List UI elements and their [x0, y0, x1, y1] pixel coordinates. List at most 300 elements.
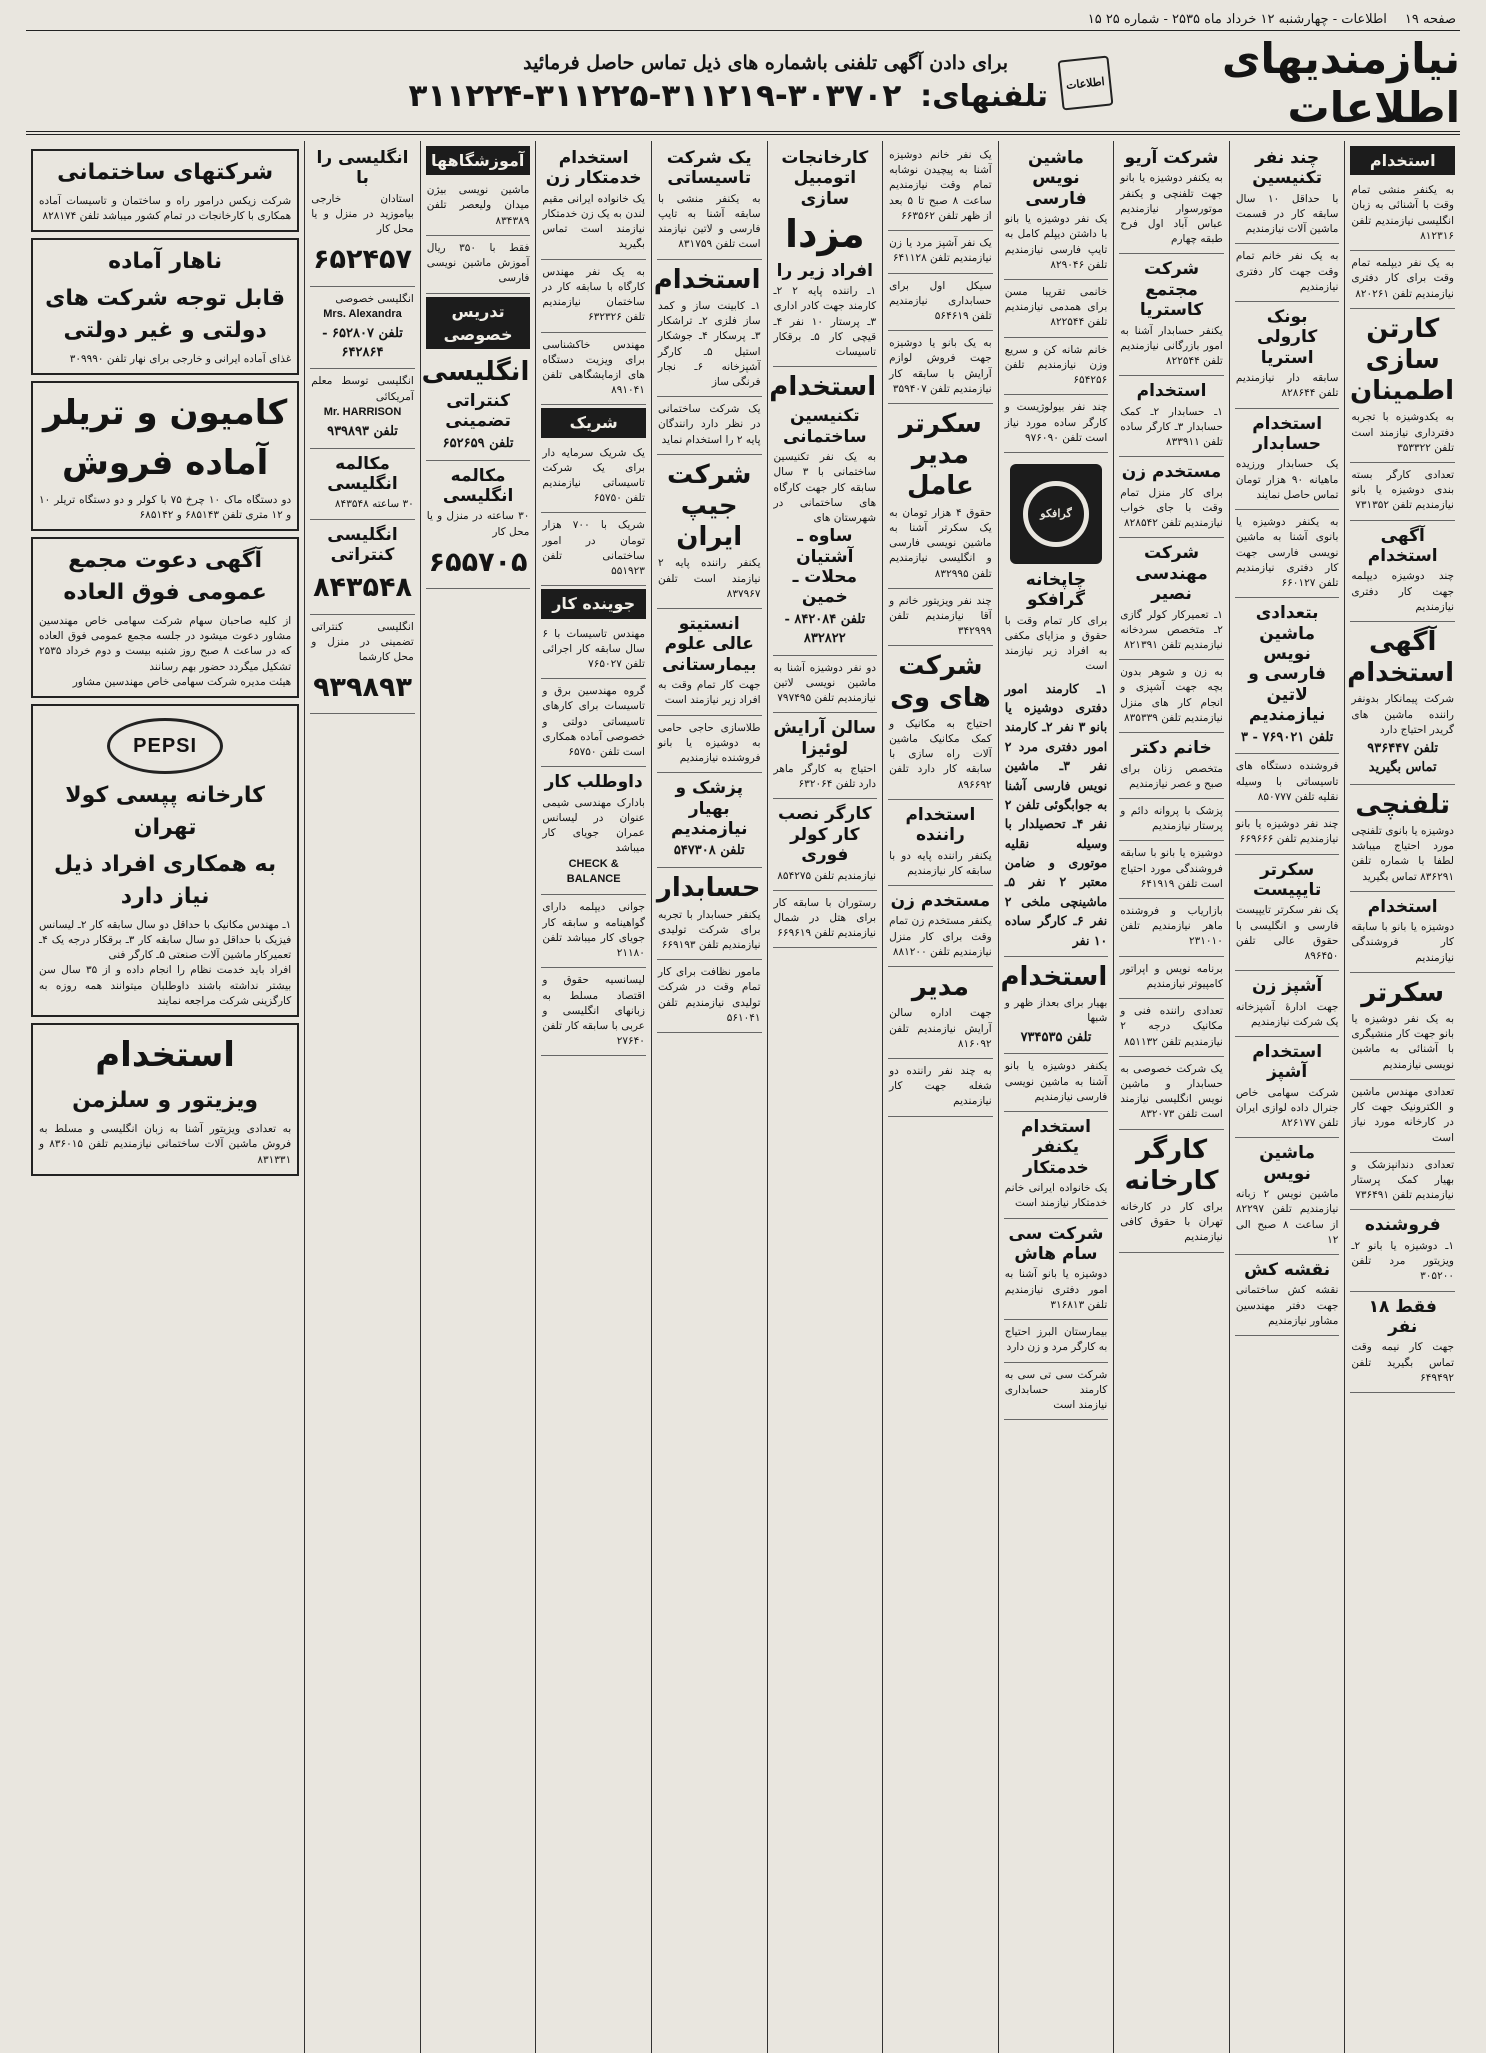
- ad-title: نقشه کش: [1244, 1260, 1331, 1281]
- classified-ad: [1235, 1138, 1340, 1255]
- ad-text: حقوق ۴ هزار تومان به یک سکرتر آشنا به ماشین نویسی فارسی و انگلیسی نیازمندیم تلفن ۸۳۲۹۹۵: [889, 506, 992, 580]
- ad-text: متخصص زنان برای صبح و عصر نیازمندیم: [1120, 762, 1223, 790]
- classified-ad: [541, 143, 646, 260]
- ad-text: جهت کار تمام وقت به افراد زیر نیازمند است: [657, 679, 761, 707]
- ad-text: تعدادی مهندس ماشین و الکترونیک جهت کار در کارخانه مورد نیاز است: [1351, 1085, 1454, 1144]
- issue-line: اطلاعات - چهارشنبه ۱۲ خرداد ماه ۲۵۳۵ - شماره ۲۵ ۱۵: [1087, 11, 1387, 27]
- classified-ad: [541, 679, 646, 767]
- ad-text: یکنفر حسابدار با تجربه برای شرکت تولیدی نیازمندیم تلفن ۶۶۹۱۹۳: [657, 908, 761, 951]
- display-ad: [31, 149, 299, 232]
- classified-ad: [426, 236, 531, 294]
- ad-title: بتعدادی ماشین نویس فارسی و لاتین نیازمندیم: [1248, 603, 1326, 726]
- ad-text: یکنفر دوشیزه یا بانو آشنا به ماشین نویسی فارسی نیازمندیم: [1004, 1060, 1108, 1103]
- ad-text: برای کار تمام وقت با حقوق و مزایای مکفی به افراد زیر نیازمند است: [1004, 614, 1108, 673]
- section-banner: استخدام: [1350, 146, 1455, 175]
- classified-ad: [888, 646, 993, 799]
- classified-ad: [310, 449, 415, 520]
- ad-title: شرکت آریو: [1124, 148, 1219, 168]
- classified-ad: [1004, 143, 1109, 280]
- ad-title: استخدام راننده: [905, 804, 976, 846]
- classified-ad: [426, 178, 531, 236]
- grafco-logo-icon: [1010, 464, 1102, 564]
- ad-text: به یک نفر خانم تمام وقت جهت کار دفتری نیازمندیم: [1235, 250, 1339, 293]
- classified-ad: [1119, 733, 1224, 799]
- ad-text: به تعدادی ویزیتور آشنا به زبان انگلیسی و مسلط به فروش ماشین آلات ساختمانی نیازمندیم تلفن ۸۳۶۰۱۵ و ۸۳۱۳۳۱: [39, 1123, 292, 1166]
- classified-ad: [1004, 1219, 1109, 1320]
- ad-title: مستخدم زن: [1121, 462, 1222, 483]
- classified-ad: [1350, 1292, 1455, 1393]
- ad-title: کارخانجات اتومبیل سازی: [781, 148, 869, 209]
- ad-text: سیکل اول برای حسابداری نیازمندیم تلفن ۵۶۴۶۱۹: [889, 279, 992, 322]
- ad-text: دوشیزه یا بانو با سابقه کار فروشندگی نیازمندیم: [1351, 921, 1454, 964]
- classified-ad: [1004, 395, 1109, 453]
- ad-title: مدیر: [911, 972, 969, 1003]
- classified-ad: [1235, 754, 1340, 812]
- page-number: صفحه ۱۹: [1404, 11, 1456, 27]
- ad-text: خانم شانه کن و سریع وزن نیازمندیم تلفن ۶۵۴۲۵۶: [1004, 343, 1108, 387]
- ad-title: کارگر نصب کار کولر فوری: [778, 804, 872, 866]
- ad-title: فقط ۱۸ نفر: [1368, 1296, 1437, 1337]
- ad-title: آگهی استخدام: [1367, 525, 1438, 566]
- classified-ad: [1004, 453, 1109, 957]
- masthead: [26, 35, 1460, 135]
- ad-title: استخدام: [1000, 961, 1108, 992]
- classified-ad: [657, 960, 762, 1033]
- ad-text: دو دستگاه ماک ۱۰ چرخ ۷۵ با کولر و دو دستگاه تریلر ۱۰ و ۱۲ متری تلفن ۶۸۵۱۴۳ و ۶۸۵۱۴۲: [39, 493, 292, 522]
- contact-lead: برای دادن آگهی تلفنی باشماره های ذیل تماس حاصل فرمائید: [523, 52, 1008, 74]
- classified-ad: [1235, 1255, 1340, 1336]
- classified-ad: [773, 713, 878, 799]
- section-banner: شریک: [541, 408, 646, 437]
- ad-text: تعدادی راننده فنی و مکانیک درجه ۲ نیازمندیم تلفن ۸۵۱۱۳۲: [1120, 1005, 1223, 1048]
- classified-ad: [1350, 892, 1455, 973]
- ad-text: چند نفر بیولوژیست و کارگر ساده مورد نیاز است تلفن ۹۷۶۰۹۰: [1004, 401, 1108, 444]
- classified-ad: [773, 799, 878, 890]
- ad-text: جهت کار نیمه وقت تماس بگیرید تلفن ۶۴۹۴۹۲: [1351, 1341, 1454, 1384]
- ad-text: به یک نفر مهندس کارگاه با سابقه کار در ساختمان نیازمندیم تلفن ۶۳۲۳۲۶: [542, 265, 645, 324]
- ad-text: مامور نظافت برای کار تمام وقت در شرکت تولیدی نیازمندیم تلفن ۵۶۱۰۴۱: [657, 966, 761, 1024]
- classified-ad: [421, 352, 531, 461]
- display-ad: [31, 238, 299, 375]
- ad-title: کارتن سازی اطمینان: [1349, 313, 1454, 407]
- classified-ad: [888, 231, 993, 273]
- ad-title: کارگر کارخانه: [1124, 1134, 1219, 1196]
- classified-ad: [310, 615, 415, 715]
- ad-title: استخدام حسابدار: [1252, 413, 1323, 455]
- classified-ad: [657, 455, 762, 609]
- ad-text: دوشیزه یا بانو با سابقه فروشندگی مورد احتیاج است تلفن ۶۴۱۹۱۹: [1120, 847, 1223, 890]
- classified-ad: [657, 868, 762, 960]
- ad-text: جوانی دیپلمه دارای گواهینامه و سابقه کار جویای کار میباشد تلفن ۲۱۱۸۰: [542, 901, 645, 960]
- ad-title: سکرتر: [1361, 977, 1445, 1008]
- ad-title: سالن آرایش لوئیزا: [773, 718, 877, 759]
- ad-text: یک نفر آشپز مرد یا زن نیازمندیم تلفن ۶۴۱۱۲۸: [889, 237, 992, 265]
- running-header: [26, 8, 1460, 31]
- column-1: [1344, 141, 1460, 2053]
- classified-ad: [1350, 309, 1455, 463]
- classified-ad: [1350, 463, 1455, 521]
- ad-text: یکنفر مستخدم زن تمام وقت برای کار منزل نیازمندیم تلفن ۸۸۱۲۰۰: [889, 915, 992, 958]
- ad-title: انگلیسی را با: [316, 148, 409, 189]
- grafco-logo-text: گرافکو: [1023, 481, 1089, 547]
- ad-list: ۱ـ مهندس مکانیک با حداقل دو سال سابقه کار ۲ـ لیسانس فیزیک با حداقل دو سال سابقه کار ۳ـ برقکار درجه یک ۴ـ تعمیرکار ماشین آلات صنعتی ۵ـ کارگر فنی: [39, 918, 292, 962]
- ad-text: پزشک با پروانه دائم و پرستار نیازمندیم: [1120, 804, 1223, 833]
- column-10: [304, 141, 420, 2053]
- classified-ad: [1350, 1153, 1455, 1211]
- classified-ad: [426, 461, 531, 589]
- ad-text: بادارک مهندسی شیمی عنوان در لیسانس عمران جویای کار میباشد: [542, 796, 645, 855]
- ad-title: مکالمه انگلیسی: [327, 453, 398, 495]
- ad-signature: هیئت مدیره شرکت سهامی خاص مهندسین مشاور: [72, 675, 292, 688]
- classified-ad: [1004, 1363, 1109, 1421]
- classified-ad: [541, 622, 646, 680]
- column-6: [767, 141, 883, 2053]
- ad-title: آگهی دعوت مجمع عمومی فوق العاده: [63, 548, 267, 606]
- ad-text: ۱ـ حسابدار ۲ـ کمک حسابدار ۳ـ کارگر ساده تلفن ۸۳۳۹۱۱: [1120, 405, 1223, 449]
- classified-ad: [657, 609, 762, 716]
- ad-text: به یکنفر منشی با سابقه آشنا به تایپ فارسی و لاتین نیازمند است تلفن ۸۳۱۷۵۹: [657, 192, 761, 251]
- ad-text: برنامه نویس و اپراتور کامپیوتر نیازمندیم: [1120, 962, 1223, 990]
- classified-ad: [1235, 598, 1340, 754]
- ad-places: ساوه ـ آشتیان محلات ـ خمین: [792, 526, 858, 608]
- ad-text: دوشیزه یا بانوی تلفنچی مورد احتیاج میباشد لطفا با شماره تلفن ۸۳۶۲۹۱ تماس بگیرید: [1351, 824, 1454, 883]
- ad-title: استخدام: [95, 1035, 235, 1075]
- ad-text: یک خانواده ایرانی خانم خدمتکار نیازمند است: [1004, 1182, 1108, 1210]
- classified-ad: [1350, 521, 1455, 622]
- ad-list: ۱ـ کابینت ساز و کمد ساز فلزی ۲ـ تراشکار ۳ـ پرسکار ۴ـ جوشکار استیل ۵ـ کارگر آشپزخانه ۶ـ نجار فرنگی ساز: [657, 299, 761, 388]
- classified-ad: [541, 895, 646, 968]
- ad-title: پزشک و بهیار نیازمندیم: [670, 778, 748, 840]
- classified-ad: [1350, 1080, 1455, 1153]
- ad-text: دو نفر دوشیزه آشنا به ماشین نویسی لاتین نیازمندیم تلفن ۷۹۷۴۹۵: [773, 661, 877, 704]
- classified-ad: [541, 333, 646, 406]
- classified-ad: [888, 589, 993, 647]
- phones-numbers: ۳۰۳۷۰۲-۳۱۱۲۱۹-۳۱۱۲۲۵-۳۱۱۲۲۴: [408, 78, 902, 114]
- column-7: [651, 141, 767, 2053]
- ad-text: دوشیزه یا بانو آشنا به امور دفتری نیازمندیم تلفن ۳۱۶۸۱۳: [1004, 1268, 1108, 1311]
- ad-title: سکرتر مدیر عامل: [898, 409, 982, 502]
- display-ad: [31, 381, 299, 531]
- classified-ad: [657, 716, 762, 774]
- ad-text: جهت ادارهٔ آشپزخانه یک شرکت نیازمندیم: [1235, 1000, 1339, 1028]
- column-2: [1229, 141, 1345, 2053]
- ad-text: مهندس تاسیسات با ۶ سال سابقه کار اجرائی تلفن ۷۶۵۰۲۷: [542, 627, 645, 670]
- classified-ad: [888, 143, 993, 231]
- ad-text: فروشنده دستگاه های تاسیساتی با وسیله نقلیه تلفن ۸۵۰۷۷۷: [1235, 760, 1339, 803]
- classified-ad: [1004, 338, 1109, 396]
- ad-title: شرکت جیپ ایران: [667, 459, 752, 553]
- ad-text: شرکت سهامی خاص جنرال داده لوازی ایران تلفن ۸۲۶۱۷۷: [1235, 1086, 1339, 1130]
- ad-text: چند دوشیزه دیپلمه جهت کار دفتری نیازمندیم: [1351, 570, 1454, 613]
- ad-text: یکنفر راننده پایه دو با سابقه کار نیازمندیم: [889, 849, 992, 877]
- ad-text: نیازمندیم تلفن ۸۵۴۲۷۵: [777, 869, 877, 882]
- ad-text: بهیار برای بعداز ظهر و شبها: [1004, 997, 1108, 1025]
- ad-text: مهندس خاکشناسی برای ویزیت دستگاه های ازمایشگاهی تلفن ۸۹۱۰۴۱: [542, 338, 645, 397]
- ad-text: احتیاج به کارگر ماهر دارد تلفن ۶۳۲۰۶۴: [773, 763, 877, 791]
- classified-ad: [310, 143, 415, 287]
- contact-block: [26, 35, 1060, 131]
- classified-ad: [1350, 973, 1455, 1080]
- display-ad: [31, 537, 299, 698]
- ad-text: یک شرکت ساختمانی در نظر دارد رانندگان پایه ۲ را استخدام نماید: [657, 403, 761, 446]
- ad-text: تعدادی کارگر بسته بندی دوشیزه یا بانو نیازمندیم تلفن ۷۳۱۳۵۲: [1351, 468, 1454, 512]
- column-9: [420, 141, 536, 2053]
- classified-ad: [1235, 1037, 1340, 1138]
- ad-title: خانم دکتر: [1131, 738, 1212, 759]
- ad-title: یک شرکت تاسیساتی: [666, 148, 752, 189]
- ad-title: استخدام آشپز: [1252, 1042, 1323, 1083]
- classified-ad: [1119, 457, 1224, 538]
- section-banner: آموزشگاهها: [426, 146, 531, 175]
- brand-title: نیازمندیهای اطلاعات: [1221, 34, 1460, 132]
- ad-title: ماشین نویس: [1259, 1143, 1316, 1184]
- ad-text: یک نفر دوشیزه یا بانو با داشتن دیپلم کامل به تایپ فارسی نیازمندیم تلفن ۸۲۹۰۴۶: [1004, 213, 1108, 271]
- display-ad: [31, 1023, 299, 1176]
- ad-title: کارخانه پپسی کولا تهران: [65, 783, 265, 841]
- ad-title: مستخدم زن: [890, 891, 991, 912]
- classified-ad: [541, 968, 646, 1056]
- ad-text: یک خانواده ایرانی مقیم لندن به یک زن خدمتکار نیازمند است تماس بگیرید: [542, 192, 645, 251]
- ad-title: بونک کارولی استریا: [1257, 307, 1318, 368]
- ad-text: شریک با ۷۰۰ هزار تومان در امور ساختمانی تلفن ۵۵۱۹۲۳: [542, 519, 645, 578]
- ad-text: ماشین نویس ۲ زبانه نیازمندیم تلفن ۸۲۲۹۷ از ساعت ۸ صبح الی ۱۲: [1235, 1188, 1339, 1246]
- ad-title: شرکت مهندسی نصیر: [1135, 543, 1208, 605]
- ad-text: یکنفر راننده پایه ۲ نیازمند است تلفن ۸۳۷۹۶۷: [657, 557, 761, 600]
- pepsi-logo-icon: PEPSI: [107, 718, 223, 774]
- classified-ad: [1235, 143, 1340, 244]
- ad-title: ناهار آماده: [108, 249, 223, 275]
- ad-text: شرکت پیمانکار بدونفر راننده ماشین های گریدر احتیاج دارد: [1351, 693, 1454, 736]
- ad-phone: تلفن ۹۳۶۴۴۷ تماس بگیرید: [1367, 741, 1439, 775]
- ad-text: بیمارستان البرز احتیاج به کارگر مرد و زن دارد: [1004, 1326, 1108, 1354]
- ad-text: انگلیسی کنتراتی تضمینی در منزل و محل کارشما: [311, 620, 414, 663]
- classified-ad: [657, 397, 762, 455]
- column-wide: [26, 141, 304, 2053]
- section-banner: جوینده کار: [541, 589, 646, 618]
- ad-text: احتیاج به مکانیک و کمک مکانیک ماشین آلات راه سازی با سابقه کار دارد تلفن ۸۹۶۶۹۲: [889, 717, 992, 791]
- ad-text: جهت اداره سالن آرایش نیازمندیم تلفن ۸۱۶۰۹۲: [889, 1007, 992, 1050]
- ad-title: انگلیسی: [421, 356, 530, 387]
- ad-text: به یکدوشیزه با تجربه دفترداری نیازمند است تلفن ۳۵۳۳۲۲: [1351, 411, 1454, 454]
- ad-text: بازاریاب و فروشنده ماهر نیازمندیم تلفن ۲۳۱۰۱۰: [1120, 905, 1223, 948]
- ad-text: انگلیسی خصوصی: [335, 292, 414, 305]
- brand: [1060, 35, 1460, 131]
- ad-list: ۱ـ کارمند امور دفتری دوشیزه یا بانو ۳ نفر ۲ـ کارمند امور دفتری مرد ۲ نفر ۳ـ ماشین نویس فارسی آشنا به جوابگوئی تلفن ۲ نفر ۴ـ تحصیلدار با وسیله نقلیه موتوری و ضامن معتبر ۲ نفر ۵ـ ماشینچی ملخی ۲ نفر ۶ـ کارگر ساده ۱۰ نفر: [1004, 680, 1108, 948]
- ad-text: برای کار منزل تمام وقت با جای خواب نیازمندیم تلفن ۸۲۸۵۴۲: [1120, 486, 1223, 530]
- contact-phones: [38, 78, 1048, 114]
- classified-ad: [1004, 280, 1109, 338]
- classified-ad: [1119, 254, 1224, 376]
- ad-phone: تلفن ۵۴۷۳۰۸: [673, 843, 745, 859]
- ad-text: به زن و شوهر بدون بچه جهت آشپزی و انجام کار های منزل نیازمندیم تلفن ۸۳۵۳۳۹: [1120, 666, 1223, 724]
- brand-emblem: اطلاعات: [1058, 55, 1114, 110]
- ad-text: چند نفر ویزیتور خانم و آقا نیازمندیم تلفن ۳۴۲۹۹۹: [889, 594, 992, 638]
- ad-text: سابقه دار نیازمندیم تلفن ۸۲۸۶۴۴: [1235, 372, 1339, 400]
- ad-columns: [26, 141, 1460, 2053]
- ad-title: حسابدار: [656, 873, 761, 904]
- section-banner: تدریس خصوصی: [426, 297, 531, 349]
- ad-text: یک نفر خانم دوشیزه آشنا به پیچیدن نوشابه تمام وقت نیازمندیم ساعت ۸ صبح تا ۵ بعد از ظهر تلفن ۶۶۳۵۶۲: [889, 149, 992, 222]
- ad-brand: مزدا: [784, 212, 865, 257]
- ad-title: شرکت سی سام هاش: [1008, 1223, 1104, 1265]
- ad-subtitle: به همکاری افراد ذیل نیاز دارد: [54, 851, 277, 909]
- classified-ad: [1119, 660, 1224, 733]
- ad-title: استخدام: [653, 264, 761, 295]
- ad-text: خانمی تقریبا مسن برای همدمی نیازمندیم تلفن ۸۲۲۵۴۴: [1004, 286, 1108, 329]
- ad-title: شرکتهای ساختمانی: [57, 160, 274, 185]
- ad-title: استخدام یکنفر خدمتکار: [1021, 1117, 1091, 1178]
- ad-text: افراد باید خدمت نظام را انجام داده و از ۳۵ سال سن بیشتر نداشته باشند داوطلبان میتوانند همه روزه به کارگزینی شرکت مراجعه نمایند: [39, 964, 292, 1007]
- ad-text: گروه مهندسین برق و تاسیسات برای کارهای تاسیساتی دولتی و خصوصی آماده همکاری است تلفن ۶۵۷۵۰: [542, 685, 645, 759]
- classified-ad: [773, 143, 878, 367]
- ad-title: سکرتر تایپیست: [1252, 859, 1322, 900]
- classified-ad: [888, 404, 993, 589]
- classified-ad: [888, 274, 993, 332]
- ad-text: استادان خارجی بیاموزید در منزل و یا محل کار: [311, 192, 414, 236]
- ad-phone: تلفن ۸۴۲۰۸۴ - ۸۳۲۸۲۲: [784, 611, 866, 646]
- classified-ad: [1235, 812, 1340, 854]
- ad-text: با حداقل ۱۰ سال سابقه کار در قسمت ماشین آلات نیازمندیم: [1235, 192, 1339, 236]
- ad-phone: تلفن ۶۵۲۸۰۷ - ۶۴۲۸۶۴: [322, 325, 403, 360]
- classified-ad: [888, 886, 993, 967]
- classified-ad: [1119, 799, 1224, 841]
- ad-title: آگهی استخدام: [1347, 627, 1454, 689]
- ad-text: غذای آماده ایرانی و خارجی برای نهار تلفن ۳۰۹۹۹۰: [69, 353, 292, 365]
- classified-ad: [541, 513, 646, 586]
- ad-title: چاپخانه گرافکو: [1025, 570, 1087, 611]
- ad-text: ۳۰ ساعته ۸۴۳۵۴۸: [334, 498, 414, 511]
- ad-english: Mr. HARRISON: [323, 405, 402, 418]
- ad-text: به یک نفر دیپلمه تمام وقت برای کار دفتری نیازمندیم تلفن ۸۲۰۲۶۱: [1351, 257, 1454, 300]
- classified-ad: [541, 767, 646, 895]
- classified-ad: [310, 369, 415, 448]
- classified-ad: [310, 520, 415, 615]
- ad-title: استخدام: [1367, 896, 1438, 917]
- classified-ad: [1347, 622, 1455, 785]
- ad-text: انگلیسی توسط معلم آمریکائی: [311, 375, 414, 403]
- ad-title: مکالمه انگلیسی: [442, 465, 514, 507]
- ad-phone: تلفن ۹۳۹۸۹۳: [327, 423, 398, 439]
- classified-ad: [1119, 538, 1224, 660]
- classified-ad: [1235, 855, 1340, 972]
- ad-text: به یکنفر دوشیزه یا بانو جهت تلفنچی و یکنفر موتورسوار نیازمندیم عباس آباد اول فرح طبقه چهارم: [1120, 172, 1223, 246]
- ad-text: تعدادی دندانپزشک و بهیار کمک پرستار نیازمندیم تلفن ۷۳۶۴۹۱: [1351, 1158, 1454, 1202]
- ad-subtitle: کنتراتی تضمینی: [445, 391, 511, 432]
- ad-phone: ۶۵۲۴۵۷: [313, 244, 412, 276]
- ad-title: شرکت مجتمع کاستریا: [1139, 259, 1204, 321]
- ad-phone: ۸۴۳۵۴۸: [313, 572, 412, 604]
- classified-ad: [1119, 1130, 1224, 1253]
- classified-ad: [1350, 785, 1455, 892]
- classified-ad: [773, 656, 878, 714]
- classified-ad: [1350, 178, 1455, 251]
- ad-english: Mrs. Alexandra: [323, 307, 402, 320]
- ad-list: ۱ـ راننده پایه ۲ ۲ـ کارمند جهت کادر اداری ۳ـ پرستار ۱۰ نفر ۴ـ قیچی کار ۵ـ برقکار تاسیسات: [773, 285, 877, 359]
- ad-phone: تلفن ۶۵۲۶۵۹: [442, 435, 514, 451]
- ad-text: برای کار در کارخانه تهران با حقوق کافی نیازمندیم: [1120, 1201, 1223, 1244]
- classified-ad: [1000, 957, 1109, 1054]
- classified-ad: [1235, 302, 1340, 409]
- classified-ad: [1004, 1112, 1109, 1219]
- ad-text: به یک نفر دوشیزه یا بانو جهت کار منشیگری با آشنائی به ماشین نویسی نیازمندیم: [1351, 1013, 1454, 1071]
- ad-title: استخدام خدمتکار زن: [545, 148, 642, 189]
- classified-ad: [1119, 999, 1224, 1057]
- column-8: [535, 141, 651, 2053]
- classified-ad: [1350, 251, 1455, 309]
- ad-text: به یکنفر دوشیزه یا بانوی آشنا به ماشین نویسی فارسی جهت کار دفتری نیازمندیم تلفن ۶۶۰۱۲۷: [1235, 516, 1339, 590]
- ad-text: شرکت زیکس درامور راه و ساختمان و تاسیسات آماده همکاری با کارخانجات در تمام کشور میباشد تلفن ۸۲۸۱۷۴: [39, 194, 292, 223]
- ad-text: به چند نفر راننده دو شغله جهت کار نیازمندیم: [889, 1064, 992, 1108]
- column-5: [882, 141, 998, 2053]
- classified-ad: [657, 143, 762, 260]
- ad-phone: تلفن ۷۳۴۵۳۵: [1020, 1029, 1092, 1045]
- classified-ad: [888, 1059, 993, 1117]
- column-4: [998, 141, 1114, 2053]
- phones-label: تلفنهای:: [920, 79, 1048, 114]
- ad-text: ۳۰ ساعته در منزل و یا محل کار: [426, 510, 530, 538]
- ad-title: فروشنده: [1364, 1215, 1441, 1236]
- ad-phone: ۹۳۹۸۹۳: [313, 672, 412, 704]
- ad-text: فقط با ۳۵۰ ریال آموزش ماشین نویسی فارسی: [426, 241, 530, 285]
- display-ad: [31, 704, 299, 1017]
- classified-ad: [1235, 510, 1340, 598]
- ad-title: تلفنچی: [1355, 789, 1451, 820]
- classified-ad: [773, 891, 878, 949]
- ad-text: یک شریک سرمایه دار برای یک شرکت تاسیساتی نیازمندیم تلفن ۶۵۷۵۰: [542, 446, 645, 505]
- ad-english: CHECK & BALANCE: [566, 857, 621, 886]
- ad-title: انستیتو عالی علوم بیمارستانی: [661, 614, 757, 675]
- ad-subtitle: افراد زیر را: [776, 260, 873, 281]
- classified-ad: [1235, 244, 1340, 302]
- classified-ad: [1119, 957, 1224, 999]
- ad-title: انگلیسی کنتراتی: [327, 524, 398, 566]
- classified-ad: [1235, 971, 1340, 1037]
- classified-ad: [1235, 409, 1340, 510]
- classified-ad: [769, 367, 878, 655]
- ad-title: آشپز زن: [1251, 976, 1323, 997]
- ad-subtitle: تکنیسین ساختمانی: [782, 406, 867, 447]
- classified-ad: [1004, 1320, 1109, 1362]
- classified-ad: [888, 800, 993, 886]
- classified-ad: [310, 287, 415, 370]
- ad-text: به یک بانو یا دوشیزه جهت فروش لوازم آرایش با سابقه کار نیازمندیم تلفن ۳۵۹۴۰۷: [889, 337, 992, 395]
- classified-ad: [657, 773, 762, 868]
- classified-ad: [1119, 899, 1224, 957]
- ad-text: لیسانسیه حقوق و اقتصاد مسلط به زبانهای انگلیسی و عربی با سابقه کار تلفن ۲۷۶۴۰: [542, 974, 645, 1048]
- ad-phone: ۶۵۵۷۰۵: [428, 546, 528, 578]
- ad-title: استخدام: [1136, 381, 1207, 402]
- ad-text: طلاسازی حاجی حامی به دوشیزه یا بانو فروشنده نیازمندیم: [657, 721, 761, 765]
- classified-ad: [888, 331, 993, 404]
- ad-phone: تلفن ۷۶۹۰۲۱ - ۳: [1241, 729, 1334, 745]
- ad-text: رستوران با سابقه کار برای هتل در شمال نیازمندیم تلفن ۶۶۹۶۱۹: [773, 896, 877, 940]
- ad-text: یک شرکت خصوصی به حسابدار و ماشین نویس انگلیسی نیازمند است تلفن ۸۳۲۰۷۳: [1120, 1062, 1223, 1121]
- ad-text: یک حسابدار ورزیده ماهیانه ۹۰ هزار تومان تماس حاصل نمایند: [1235, 458, 1339, 501]
- ad-text: یکنفر حسابدار آشنا به امور بازرگانی نیازمندیم تلفن ۸۲۲۵۴۴: [1120, 324, 1223, 368]
- ad-text: ۱ـ دوشیزه یا بانو ۲ـ ویزیتور مرد تلفن ۳۰۵۲۰۰: [1351, 1239, 1454, 1283]
- classified-ad: [1004, 1054, 1109, 1112]
- ad-text: یک نفر سکرتر تایپیست فارسی و انگلیسی با حقوق عالی تلفن ۸۹۶۴۵۰: [1235, 904, 1339, 962]
- ad-text: به یک نفر تکنیسین ساختمانی با ۳ سال سابقه کار جهت کارگاه های ساختمانی در شهرستان های: [773, 451, 877, 525]
- ad-title: شرکت های وی: [890, 651, 991, 713]
- ad-title: استخدام: [769, 372, 877, 403]
- ad-text: ۱ـ تعمیرکار کولر گازی ۲ـ متخصص سردخانه نیازمندیم تلفن ۸۲۱۳۹۱: [1120, 608, 1223, 652]
- classified-ad: [541, 441, 646, 514]
- ad-text: ماشین نویسی بیژن میدان ولیعصر تلفن ۸۳۴۳۸۹: [426, 184, 530, 227]
- ad-title: داوطلب کار: [544, 772, 643, 793]
- ad-subtitle: ویزیتور و سلزمن: [72, 1088, 259, 1114]
- ad-text: شرکت سی تی سی به کارمند حسابداری نیازمند است: [1004, 1368, 1108, 1411]
